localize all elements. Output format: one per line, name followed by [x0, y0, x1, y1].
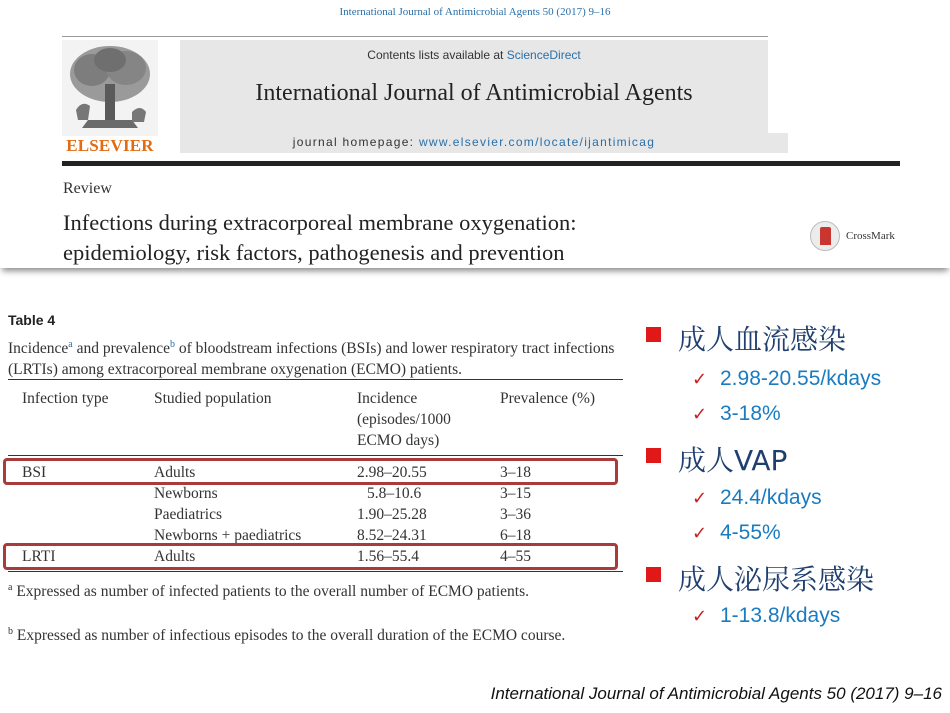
header-incidence-line: (episodes/1000	[357, 411, 451, 428]
publisher-name: ELSEVIER	[66, 136, 154, 155]
sciencedirect-link[interactable]: ScienceDirect	[506, 48, 581, 62]
crossmark-label: CrossMark	[846, 230, 895, 242]
checkmark-icon: ✓	[692, 488, 708, 509]
row-lrti-adults-incidence: 1.56–55.4	[357, 548, 419, 565]
row-paediatrics-incidence: 1.90–25.28	[357, 506, 427, 523]
elsevier-tree-icon	[62, 40, 158, 136]
red-square-icon	[646, 567, 661, 582]
header-population: Studied population	[154, 390, 272, 407]
banner-extension	[768, 133, 788, 153]
homepage-link[interactable]: www.elsevier.com/locate/ijantimicag	[418, 135, 656, 149]
sub-bullet-text: 24.4/kdays	[720, 486, 822, 509]
contents-prefix: Contents lists available at	[367, 48, 507, 62]
journal-citation-top: International Journal of Antimicrobial Agents 50 (2017) 9–16	[339, 6, 611, 18]
checkmark-icon: ✓	[692, 404, 708, 425]
red-square-icon	[646, 448, 661, 463]
article-title	[63, 208, 783, 268]
sub-bullet-text: 4-55%	[720, 521, 781, 544]
footnote-ref-b[interactable]: b	[169, 339, 175, 350]
checkmark-icon: ✓	[692, 606, 708, 627]
crossmark-icon	[810, 221, 840, 251]
highlight-lrti-adults	[3, 543, 618, 570]
row-newborns-paediatrics-population: Newborns + paediatrics	[154, 527, 302, 544]
journal-title: International Journal of Antimicrobial Agents	[255, 80, 693, 106]
divider	[62, 36, 768, 37]
table-header-rule	[8, 455, 623, 456]
row-bsi-adults-population: Adults	[154, 464, 196, 481]
caption-text: and prevalence	[72, 340, 170, 358]
publisher-logo	[62, 40, 158, 156]
footnote-a-text: Expressed as number of infected patients to the overall number of ECMO patients.	[12, 583, 529, 601]
caption-text: Incidence	[8, 340, 69, 358]
header-incidence	[357, 388, 451, 451]
highlight-bsi-adults	[3, 458, 618, 485]
row-lrti-type: LRTI	[22, 548, 56, 565]
homepage-line	[180, 135, 768, 149]
row-bsi-adults-incidence: 2.98–20.55	[357, 464, 427, 481]
checkmark-icon: ✓	[692, 523, 708, 544]
red-square-icon	[646, 327, 661, 342]
homepage-prefix: journal homepage:	[292, 135, 419, 149]
table-bottom-rule	[8, 571, 623, 572]
table-caption	[8, 334, 623, 380]
row-bsi-type: BSI	[22, 464, 47, 481]
header-prevalence: Prevalence (%)	[500, 390, 596, 407]
row-paediatrics-population: Paediatrics	[154, 506, 223, 523]
header-incidence-line: Incidence	[357, 390, 418, 407]
contents-line	[180, 48, 768, 62]
row-newborns-paediatrics-incidence: 8.52–24.31	[357, 527, 427, 544]
footnote-ref-a[interactable]: a	[68, 339, 73, 350]
header-incidence-line: ECMO days)	[357, 432, 440, 449]
row-bsi-adults-prevalence: 3–18	[500, 464, 531, 481]
row-lrti-adults-population: Adults	[154, 548, 196, 565]
table-top-rule	[8, 379, 623, 380]
header-infection-type: Infection type	[22, 390, 109, 407]
row-newborns-population: Newborns	[154, 485, 218, 502]
header-rule	[62, 161, 900, 166]
footnote-a-marker: a	[8, 582, 13, 593]
journal-banner	[180, 40, 768, 153]
footnote-b-marker: b	[8, 626, 13, 637]
row-lrti-adults-prevalence: 4–55	[500, 548, 531, 565]
row-paediatrics-prevalence: 3–36	[500, 506, 531, 523]
sub-bullet-text: 1-13.8/kdays	[720, 604, 841, 627]
sub-bullet-text: 3-18%	[720, 402, 781, 425]
row-newborns-incidence: 5.8–10.6	[367, 485, 422, 502]
article-type: Review	[63, 180, 112, 197]
bullet-label: 成人血流感染	[678, 323, 847, 356]
bullet-label: 成人VAP	[678, 444, 788, 477]
footnote-b-text: Expressed as number of infectious episodes to the overall duration of the ECMO course.	[13, 627, 566, 645]
table-title: Table 4	[8, 312, 56, 328]
sub-bullet-text: 2.98-20.55/kdays	[720, 367, 882, 390]
article-title-line: epidemiology, risk factors, pathogenesis and prevention	[63, 240, 565, 265]
row-newborns-prevalence: 3–15	[500, 485, 531, 502]
row-newborns-paediatrics-prevalence: 6–18	[500, 527, 531, 544]
footnote-b	[8, 622, 623, 646]
bullet-label: 成人泌尿系感染	[678, 563, 875, 596]
footnote-a	[8, 578, 623, 602]
journal-header-panel	[0, 0, 950, 268]
caption-text: of bloodstream infections (BSIs) and lower respiratory tract infections (LRTIs) among extracorporeal membrane oxygenation (ECMO) patients.	[8, 340, 615, 379]
crossmark-badge[interactable]	[810, 221, 910, 253]
source-citation: International Journal of Antimicrobial Agents 50 (2017) 9–16	[490, 684, 942, 703]
article-title-line: Infections during extracorporeal membrane oxygenation:	[63, 210, 577, 235]
checkmark-icon: ✓	[692, 369, 708, 390]
